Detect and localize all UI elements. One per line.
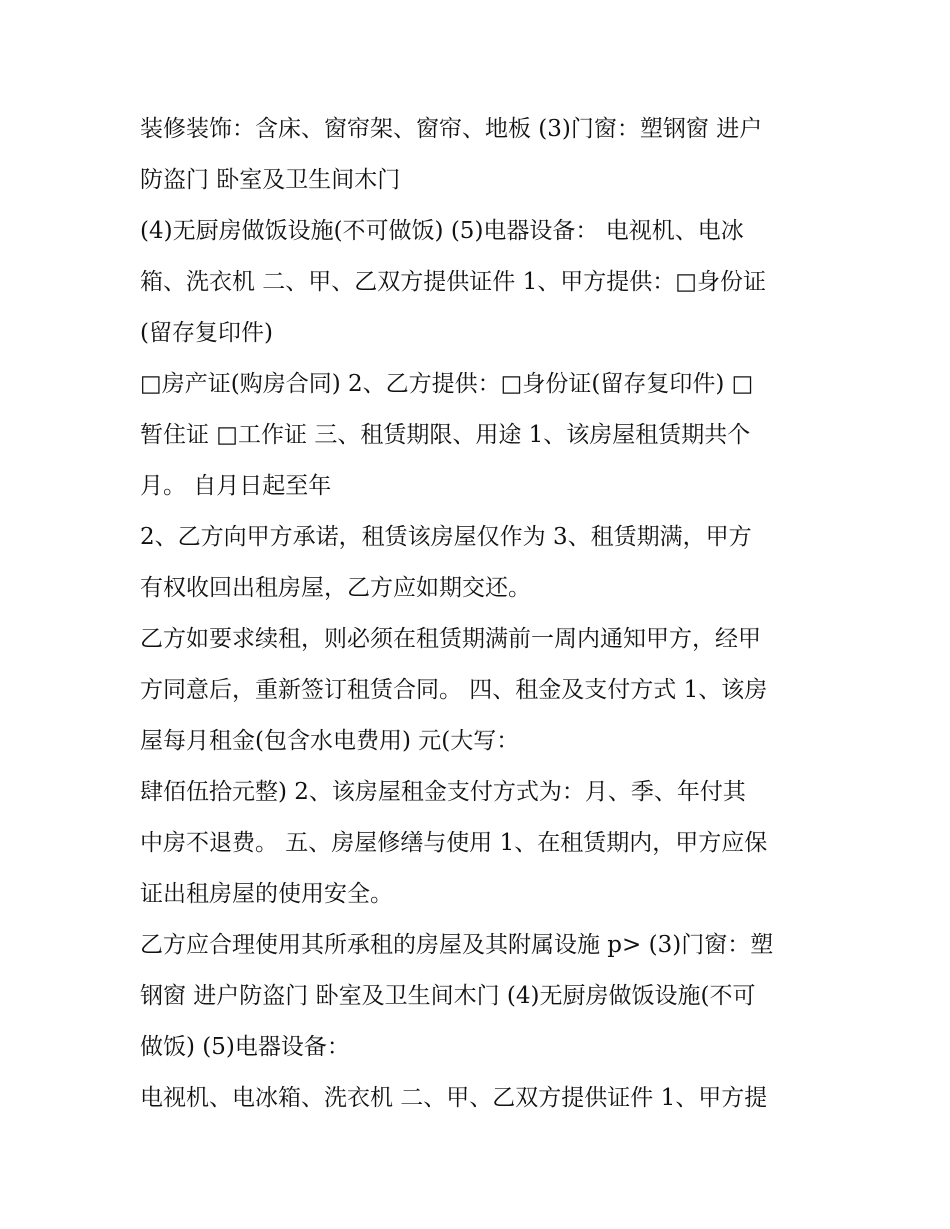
text-line: 电视机、电冰箱、洗衣机 二、甲、乙双方提供证件 1、甲方提 [140,1085,768,1111]
text-line: 暂住证 □工作证 三、租赁期限、用途 1、该房屋租赁期共个 [140,422,751,448]
text-line: 肆佰伍拾元整) 2、该房屋租金支付方式为：月、季、年付其 [140,779,746,805]
text-line: 有权收回出租房屋，乙方应如期交还。 [140,575,531,601]
text-line: 证出租房屋的使用安全。 [140,881,393,907]
text-line: 箱、洗衣机 二、甲、乙双方提供证件 1、甲方提供：□身份证 [140,269,766,295]
text-line: 2、乙方向甲方承诺，租赁该房屋仅作为 3、租赁期满，甲方 [140,524,752,550]
text-line: 月。 自月日起至年 [140,473,332,499]
text-line: □房产证(购房合同) 2、乙方提供：□身份证(留存复印件) □ [140,371,754,397]
document-body [140,104,820,1124]
text-line: 防盗门 卧室及卫生间木门 [140,167,401,193]
text-line: 乙方应合理使用其所承租的房屋及其附属设施 p> (3)门窗：塑 [140,932,774,958]
text-line: 中房不退费。 五、房屋修缮与使用 1、在租赁期内，甲方应保 [140,830,768,856]
text-line: (4)无厨房做饭设施(不可做饭) (5)电器设备： 电视机、电冰 [140,218,744,244]
text-line: 做饭) (5)电器设备： [140,1034,350,1060]
text-line: 屋每月租金(包含水电费用) 元(大写： [140,728,520,754]
text-line: 钢窗 进户防盗门 卧室及卫生间木门 (4)无厨房做饭设施(不可 [140,983,756,1009]
text-line: 乙方如要求续租，则必须在租赁期满前一周内通知甲方，经甲 [140,626,761,652]
text-line: (留存复印件) [140,320,273,346]
text-line: 方同意后，重新签订租赁合同。 四、租金及支付方式 1、该房 [140,677,768,703]
text-line: 装修装饰：含床、窗帘架、窗帘、地板 (3)门窗：塑钢窗 进户 [140,116,763,142]
